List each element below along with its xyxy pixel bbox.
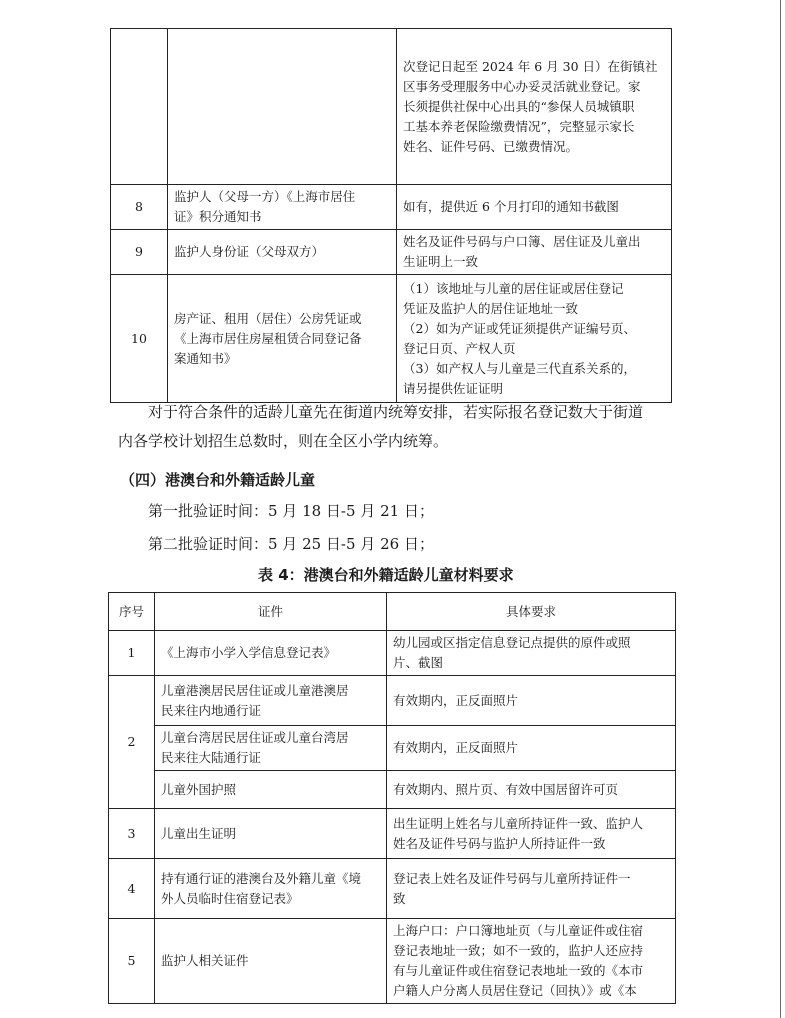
row-document	[168, 29, 397, 185]
table4	[108, 592, 676, 1004]
header-number: 序号	[109, 593, 155, 631]
table-row	[109, 919, 676, 1004]
row-document: 持有通行证的港澳台及外籍儿童《境 外人员临时住宿登记表》	[155, 859, 387, 919]
row-requirement: 上海户口：户口簿地址页（与儿童证件或住宿 登记表地址一致；如不一致的，监护人还应持 有与儿童证件或住宿登记表地址一致的《本市 户籍人户分离人员居住登记（回执）》或《本	[387, 919, 676, 1004]
row-document: 儿童外国护照	[155, 771, 387, 809]
row-document: 儿童出生证明	[155, 809, 387, 859]
row-requirement: 幼儿园或区指定信息登记点提供的原件或照 片、截图	[387, 631, 676, 676]
table-row	[111, 275, 672, 403]
row-number	[111, 29, 168, 185]
row-number: 4	[109, 859, 155, 919]
row-document: 《上海市小学入学信息登记表》	[155, 631, 387, 676]
row-requirement: 登记表上姓名及证件号码与儿童所持证件一 致	[387, 859, 676, 919]
table-row	[109, 676, 676, 726]
row-requirement: 如有，提供近 6 个月打印的通知书截图	[397, 185, 672, 230]
row-number: 10	[111, 275, 168, 403]
row-number: 8	[111, 185, 168, 230]
row-document: 监护人相关证件	[155, 919, 387, 1004]
table-row	[109, 771, 676, 809]
table-row	[111, 230, 672, 275]
row-requirement: 有效期内，正反面照片	[387, 676, 676, 726]
row-requirement: 有效期内，正反面照片	[387, 726, 676, 771]
row-requirement: 有效期内、照片页、有效中国居留许可页	[387, 771, 676, 809]
row-document: 监护人身份证（父母双方）	[168, 230, 397, 275]
table-row	[109, 809, 676, 859]
paragraph-line: 内各学校计划招生总数时，则在全区小学内统筹。	[118, 432, 449, 450]
page-right-border	[780, 0, 781, 1018]
table-row	[111, 29, 672, 185]
table-row	[109, 631, 676, 676]
row-document: 儿童台湾居民居住证或儿童台湾居 民来往大陆通行证	[155, 726, 387, 771]
row-document: 儿童港澳居民居住证或儿童港澳居 民来往内地通行证	[155, 676, 387, 726]
row-requirement: 姓名及证件号码与户口簿、居住证及儿童出 生证明上一致	[397, 230, 672, 275]
table-header-row	[109, 593, 676, 631]
table-row	[109, 726, 676, 771]
table4-title: 表 4：港澳台和外籍适龄儿童材料要求	[258, 566, 514, 584]
batch-1-time: 第一批验证时间：5 月 18 日-5 月 21 日；	[148, 502, 434, 520]
row-number: 1	[109, 631, 155, 676]
header-document: 证件	[155, 593, 387, 631]
row-requirement: 出生证明上姓名与儿童所持证件一致、监护人 姓名及证件号码与监护人所持证件一致	[387, 809, 676, 859]
table-row	[111, 185, 672, 230]
table-row	[109, 859, 676, 919]
row-number: 2	[109, 676, 155, 809]
row-number: 9	[111, 230, 168, 275]
table3-continuation	[110, 28, 672, 403]
batch-2-time: 第二批验证时间：5 月 25 日-5 月 26 日；	[148, 535, 434, 553]
row-number: 5	[109, 919, 155, 1004]
row-number: 3	[109, 809, 155, 859]
row-requirement: （1）该地址与儿童的居住证或居住登记 凭证及监护人的居住证地址一致 （2）如为产证或凭证须提供产证编号页、 登记日页、产权人页 （3）如产权人与儿童是三代直系关系的， 请另提供佐证证明	[397, 275, 672, 403]
paragraph-line: 对于符合条件的适龄儿童先在街道内统筹安排，若实际报名登记数大于街道	[148, 403, 644, 421]
section-heading: （四）港澳台和外籍适龄儿童	[120, 471, 316, 489]
row-requirement: 次登记日起至 2024 年 6 月 30 日）在街镇社 区事务受理服务中心办妥灵活就业登记。家 长须提供社保中心出具的“参保人员城镇职 工基本养老保险缴费情况”，完整显示家长 姓名、证件号码、已缴费情况。	[397, 29, 672, 185]
row-document: 监护人（父母一方）《上海市居住 证》积分通知书	[168, 185, 397, 230]
row-document: 房产证、租用（居住）公房凭证或 《上海市居住房屋租赁合同登记备 案通知书》	[168, 275, 397, 403]
header-requirement: 具体要求	[387, 593, 676, 631]
